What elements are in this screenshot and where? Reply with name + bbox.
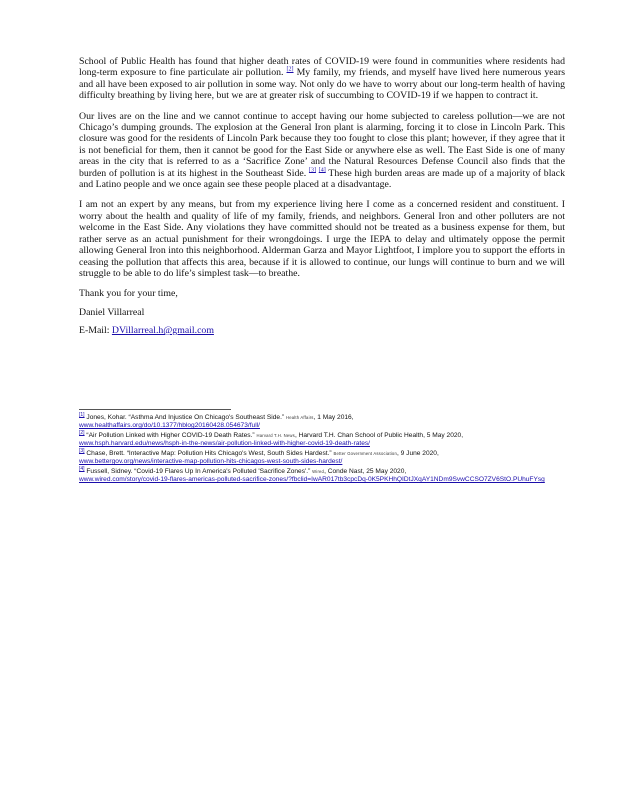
paragraph-3-text: I am not an expert by any means, but from my experience living here I come as a concerned resident and constituent. I worry about the health and quality of life of my family, friends, and neighbors. General Iron and other polluters are not welcome in the East Side. Any violations they have committed should not be treated as a business expense for them, but rather serve as an actual punishment for their wrongdoings. I urge the IEPA to delay and ultimately oppose the permit allowing General Iron into this neighborhood. Alderman Garza and Mayor Lightfoot, I implore you to support the efforts in ceasing the pollution that affects this area, because if it is allowed to continue, our lungs will continue to burn and we will struggle to be able to do life’s simplest task—to breathe.: [79, 199, 565, 279]
footnote-text: Fussell, Sidney. “Covid-19 Flares Up In America's Polluted 'Sacrifice Zones'.”: [86, 468, 311, 475]
footnote-2: [79, 429, 559, 448]
footnote-ref-2[interactable]: [2]: [286, 67, 294, 74]
footnote-source: Harvard T.H. News: [256, 433, 295, 438]
email-label: E-Mail:: [79, 325, 112, 337]
footnote-link[interactable]: www.hsph.harvard.edu/news/hsph-in-the-news/air-pollution-linked-with-higher-covid-19-death-rates/: [79, 440, 370, 447]
email-line: [79, 325, 565, 336]
paragraph-2-text-cont: These high burden areas are made up of a majority of black and Latino people and we once again see these people placed at a disadvantage.: [79, 167, 566, 191]
footnotes-section: [79, 411, 559, 486]
footnote-number[interactable]: [1]: [79, 411, 85, 418]
footnote-text-cont: , 9 June 2020,: [397, 450, 439, 457]
footnote-source: Health Affairs: [285, 415, 314, 420]
paragraph-2: [79, 111, 565, 191]
signature-name: Daniel Villarreal: [79, 306, 145, 318]
footnote-3: [79, 447, 559, 466]
footnote-text-cont: , Harvard T.H. Chan School of Public Health, 5 May 2020,: [294, 432, 464, 439]
footnote-number[interactable]: [3]: [79, 447, 85, 454]
footnote-ref-4[interactable]: [4]: [318, 167, 326, 174]
paragraph-1-text: School of Public Health has found that higher death rates of COVID-19 were found in communities where residents had long-term exposure to fine particulate air pollution.: [79, 56, 565, 79]
paragraph-1-text-cont: My family, my friends, and myself have lived here numerous years and all have been exposed to air pollution in some way. Not only do we have to worry about our long-term health of having difficulty breathing by living here, but we are at greater risk of succumbing to COVID-19 if we happen to contract it.: [79, 67, 566, 102]
footnote-link[interactable]: www.wired.com/story/covid-19-flares-americas-polluted-sacrifice-zones/?fbclid=IwAR017tb3cpcDq-0K5PKHhQIDtJXqAY1NDm9SvwCCSO7ZV6StO.PUhuFYsg: [79, 476, 545, 483]
footnote-link[interactable]: www.healthaffairs.org/do/10.1377/hblog20160428.054673/full/: [79, 422, 260, 429]
footnote-4: [79, 465, 559, 484]
footnote-1: [79, 411, 559, 430]
footnote-text: Chase, Brett. “Interactive Map: Pollution Hits Chicago's West, South Sides Hardest.”: [86, 450, 332, 457]
footnote-ref-3[interactable]: [3]: [308, 167, 316, 174]
footnote-source: Better Government Association: [333, 451, 397, 456]
footnote-text: “Air Pollution Linked with Higher COVID-19 Death Rates.”: [86, 432, 255, 439]
paragraph-1: [79, 56, 565, 102]
footnote-text-cont: , Conde Nast, 25 May 2020,: [324, 468, 407, 475]
footnote-divider: [79, 409, 231, 410]
letter-body: [79, 56, 565, 344]
closing-line: Thank you for your time,: [79, 288, 178, 300]
footnote-number[interactable]: [4]: [79, 465, 85, 472]
footnote-link[interactable]: www.bettergov.org/news/interactive-map-pollution-hits-chicagos-west-south-sides-hardest/: [79, 458, 343, 465]
footnote-source: Wired: [312, 469, 325, 474]
email-link[interactable]: DVillarreal.h@gmail.com: [111, 325, 214, 337]
paragraph-2-text: Our lives are on the line and we cannot continue to accept having our home subjected to careless pollution—we are not Chicago’s dumping grounds. The explosion at the General Iron plant is alarming, forcing it to close in Lincoln Park. This closure was good for the residents of Lincoln Park because they too fought to close this plant; however, if they agree that it is not beneficial for them, then it cannot be good for the East Side or anywhere else as well. The East Side is one of many areas in the city that is referred to as a ‘Sacrifice Zone’ and the Natural Resources Defense Council also finds that the burden of pollution is at its highest in the Southeast Side.: [79, 110, 565, 179]
paragraph-3: [79, 199, 565, 279]
footnote-text: Jones, Kohar. “Asthma And Injustice On Chicago's Southeast Side.”: [86, 414, 285, 421]
footnote-number[interactable]: [2]: [79, 429, 85, 436]
footnote-text-cont: , 1 May 2016,: [313, 414, 354, 421]
